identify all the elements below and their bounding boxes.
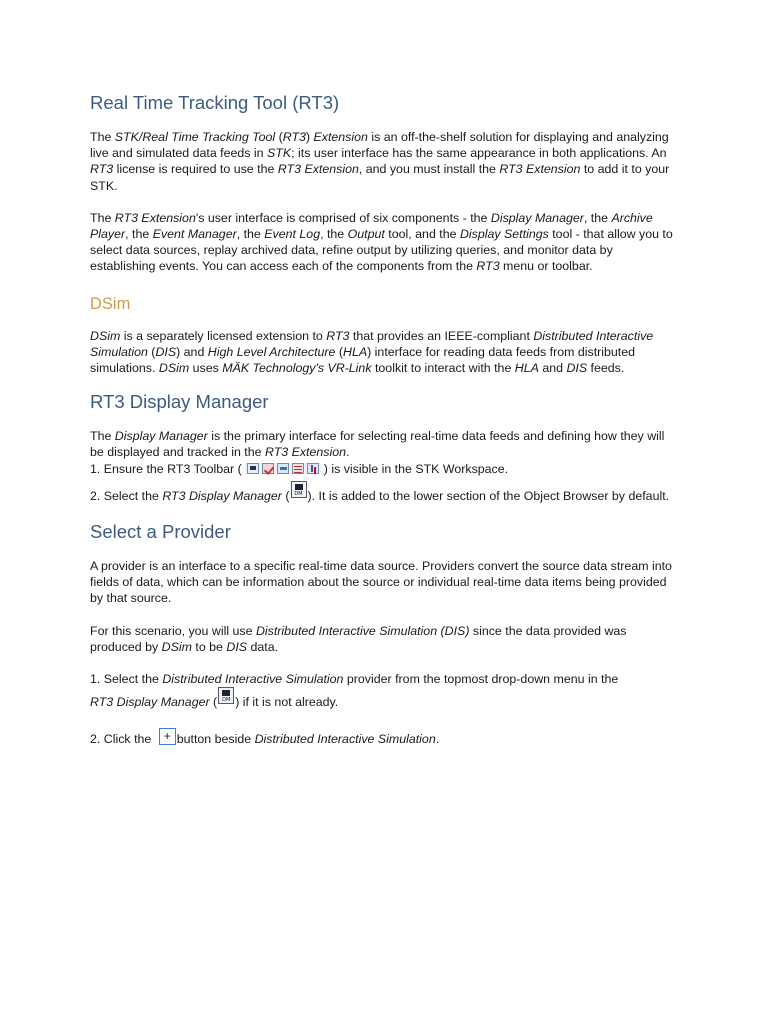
italic-term: STK/Real Time Tracking Tool bbox=[114, 130, 276, 144]
italic-term: DIS bbox=[566, 361, 588, 376]
text-run: , the bbox=[125, 227, 153, 242]
italic-term: RT3 bbox=[90, 162, 114, 177]
italic-term: DSim bbox=[90, 328, 121, 343]
text-run: is a separately licensed extension to bbox=[120, 328, 327, 343]
text-run: tool, and the bbox=[384, 227, 460, 242]
italic-term: RT3 bbox=[282, 130, 306, 144]
text-run: toolkit to interact with the bbox=[371, 361, 515, 376]
text-run: ( bbox=[275, 130, 283, 144]
text-run: , the bbox=[583, 210, 612, 225]
display-manager-step-2: 2. Select the RT3 Display Manager ( DM ). It is added to the lower section of the Object Browser by default. bbox=[90, 481, 675, 504]
provider-step-2: 2. Click the + button beside Distributed Interactive Simulation. bbox=[90, 729, 440, 747]
display-manager-icon[interactable] bbox=[247, 463, 259, 474]
text-run: license is required to use the bbox=[113, 162, 278, 177]
text-run: is the primary interface for selecting real-time data feeds and defining how they will be displayed and tracked in the bbox=[90, 429, 665, 460]
italic-term: RT3 Extension bbox=[499, 162, 581, 177]
italic-term: High Level Architecture bbox=[207, 344, 336, 359]
italic-term: HLA bbox=[343, 344, 368, 359]
text-run: ( bbox=[147, 344, 156, 359]
text-run: tool - that allow you to select data sources, replay archived data, refine output by utilizing queries, and monitor data by establishing events. You can access each of the components from the bbox=[90, 227, 673, 274]
italic-term: RT3 Extension bbox=[277, 162, 359, 177]
text-run: data. bbox=[247, 639, 279, 654]
provider-definition-paragraph: A provider is an interface to a specific real-time data source. Providers convert the source data stream into fields of data, which can be information about the source or individual real-time data items being provided by that source. bbox=[90, 559, 672, 606]
text-run: The bbox=[90, 210, 115, 225]
text-run: ) interface for reading data feeds from distributed simulations. bbox=[90, 344, 636, 376]
text-run: The bbox=[90, 130, 115, 144]
heading-rt3: Real Time Tracking Tool (RT3) bbox=[90, 92, 340, 113]
italic-term: HLA bbox=[514, 361, 539, 376]
italic-term: Distributed Interactive Simulation bbox=[90, 328, 654, 359]
italic-term: Archive Player bbox=[90, 210, 653, 242]
italic-term: DIS bbox=[155, 344, 177, 359]
italic-term: Display Manager bbox=[114, 429, 208, 444]
text-run: since the data provided was produced by bbox=[90, 623, 627, 654]
text-run: ( bbox=[335, 344, 343, 359]
text-run: The bbox=[90, 429, 115, 444]
italic-term: Distributed Interactive Simulation (DIS) bbox=[255, 623, 470, 638]
text-run: , and you must install the bbox=[358, 162, 500, 177]
text-run: 's user interface is comprised of six components - the bbox=[195, 210, 491, 225]
italic-term: STK bbox=[267, 146, 292, 161]
italic-term: Display Settings bbox=[459, 227, 549, 242]
text-run: to be bbox=[191, 639, 227, 654]
rt3-toolbar[interactable] bbox=[245, 463, 321, 474]
heading-select-provider: Select a Provider bbox=[90, 521, 231, 543]
text-run: ) and bbox=[176, 344, 208, 359]
text-run: uses bbox=[189, 361, 223, 376]
archive-player-icon[interactable] bbox=[277, 463, 289, 474]
display-settings-icon[interactable] bbox=[307, 463, 319, 474]
italic-term: RT3 Extension bbox=[114, 210, 196, 225]
text-run: , the bbox=[236, 227, 265, 242]
text-run: ; its user interface has the same appearance in both applications. An bbox=[291, 146, 667, 161]
dsim-paragraph bbox=[90, 328, 675, 377]
italic-term: Display Manager bbox=[490, 210, 584, 225]
provider-scenario-paragraph bbox=[90, 623, 675, 655]
provider-step-1: 1. Select the Distributed Interactive Simulation provider from the topmost drop-down menu in the RT3 Display Manager ( DM ) if it is not already. bbox=[90, 672, 619, 710]
text-run: For this scenario, you will use bbox=[90, 623, 256, 638]
italic-term: DSim bbox=[158, 361, 190, 376]
expand-plus-button[interactable]: + bbox=[159, 728, 176, 745]
italic-term: DSim bbox=[161, 639, 192, 654]
italic-term: Output bbox=[347, 227, 385, 242]
event-log-icon[interactable] bbox=[292, 463, 304, 474]
italic-term: Event Manager bbox=[152, 227, 237, 242]
italic-term: RT3 bbox=[476, 259, 500, 274]
text-run: and bbox=[538, 361, 567, 376]
heading-display-manager: RT3 Display Manager bbox=[90, 391, 269, 413]
rt3-display-manager-icon[interactable]: DM bbox=[291, 481, 307, 498]
rt3-intro-paragraph bbox=[90, 129, 675, 194]
text-run: menu or toolbar. bbox=[499, 259, 593, 274]
text-run: . bbox=[346, 445, 350, 460]
text-run: feeds. bbox=[587, 361, 625, 376]
text-run: , the bbox=[320, 227, 348, 242]
italic-term: MÄK Technology's VR-Link bbox=[222, 361, 372, 376]
heading-dsim: DSim bbox=[90, 294, 131, 313]
rt3-components-paragraph bbox=[90, 210, 675, 275]
italic-term: Extension bbox=[313, 130, 368, 144]
italic-term: DIS bbox=[226, 639, 248, 654]
text-run: that provides an IEEE-compliant bbox=[349, 328, 534, 343]
document-content bbox=[90, 91, 675, 747]
display-manager-paragraph bbox=[90, 428, 675, 460]
italic-term: RT3 bbox=[326, 328, 350, 343]
display-manager-step-1: 1. Ensure the RT3 Toolbar ( ) is visible in the STK Workspace. bbox=[90, 461, 509, 476]
text-run: ) bbox=[305, 130, 314, 144]
text-run: is an off-the-shelf solution for displaying and analyzing live and simulated data feeds in bbox=[90, 130, 669, 161]
italic-term: RT3 Extension bbox=[264, 445, 347, 460]
italic-term: Event Log bbox=[264, 227, 321, 242]
event-manager-icon[interactable] bbox=[262, 463, 274, 474]
text-run: to add it to your STK. bbox=[90, 162, 670, 193]
rt3-display-manager-icon-2[interactable]: DM bbox=[218, 687, 234, 704]
